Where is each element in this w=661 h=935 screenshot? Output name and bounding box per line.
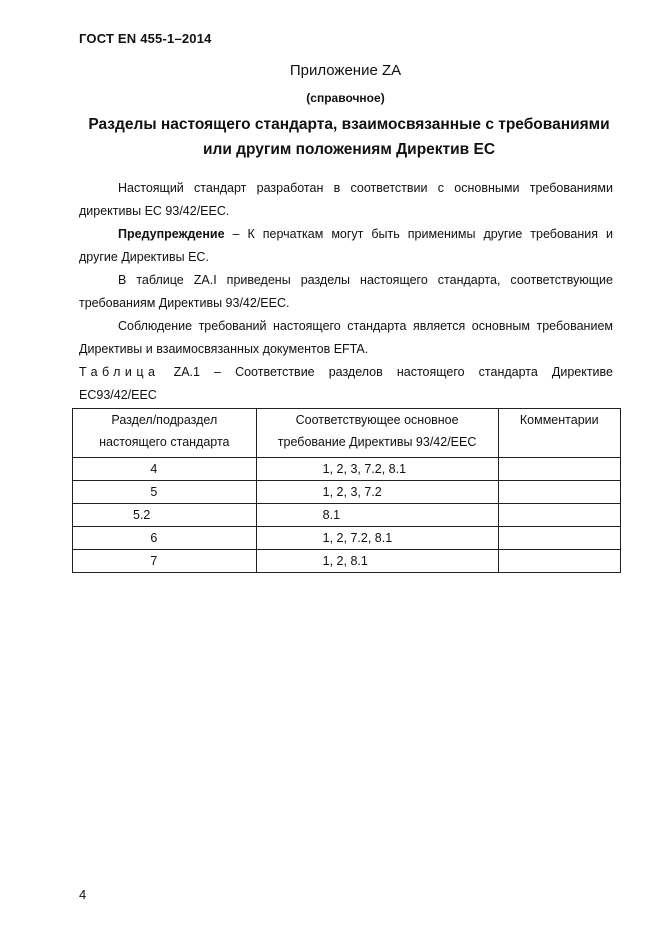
cell-requirement: 1, 2, 8.1 [256,550,498,573]
annex-subtitle: (справочное) [306,91,385,105]
page-number: 4 [79,887,87,902]
cell-section: 4 [73,458,257,481]
cell-comment [498,550,620,573]
table-row [73,458,621,481]
table-header-row [73,409,621,458]
cell-section: 6 [73,527,257,550]
paragraph-warning [79,223,613,269]
annex-heading-line2: или другим положениям Директив ЕС [202,141,496,158]
paragraph-conformity [79,177,613,223]
cell-comment [498,527,620,550]
document-code: ГОСТ EN 455-1–2014 [79,31,212,46]
header-comments: Комментарии [498,409,620,458]
cell-comment [498,458,620,481]
table-caption [79,361,613,407]
warning-label: Предупреждение [118,227,225,241]
annex-heading-line1: Разделы настоящего стандарта, взаимосвязанные с требованиями [88,116,610,133]
table-caption-text: ZA.1 – Соответствие разделов настоящего стандарта Директиве EC93/42/EEC [79,365,613,402]
table-row [73,504,621,527]
paragraph-table-ref-text: В таблице ZA.I приведены разделы настоящего стандарта, соответствующие требованиям Директивы 93/42/EEC. [79,273,613,310]
table-row [73,527,621,550]
table-row [73,550,621,573]
header-section: Раздел/подраздел настоящего стандарта [73,409,257,458]
cell-section: 5 [73,481,257,504]
annex-title: Приложение ZA [289,62,402,79]
requirements-table [72,408,621,573]
header-requirement: Соответствующее основное требование Директивы 93/42/EEC [256,409,498,458]
table-row [73,481,621,504]
paragraph-compliance [79,315,613,361]
paragraph-table-ref [79,269,613,315]
cell-requirement: 1, 2, 7.2, 8.1 [256,527,498,550]
warning-text: – К перчаткам могут быть применимы другие требования и другие Директивы ЕС. [79,227,613,264]
table-caption-label: Таблица [79,365,160,379]
cell-comment [498,504,620,527]
annex-heading [79,112,619,162]
cell-requirement: 8.1 [256,504,498,527]
paragraph-compliance-text: Соблюдение требований настоящего стандарта является основным требованием Директивы и взаимосвязанных документов EFTA. [79,319,613,356]
cell-requirement: 1, 2, 3, 7.2 [256,481,498,504]
paragraph-conformity-text: Настоящий стандарт разработан в соответствии с основными требованиями директивы ЕС 93/42/EEC. [79,181,613,218]
cell-requirement: 1, 2, 3, 7.2, 8.1 [256,458,498,481]
cell-section: 7 [73,550,257,573]
cell-comment [498,481,620,504]
cell-section: 5.2 [73,504,257,527]
